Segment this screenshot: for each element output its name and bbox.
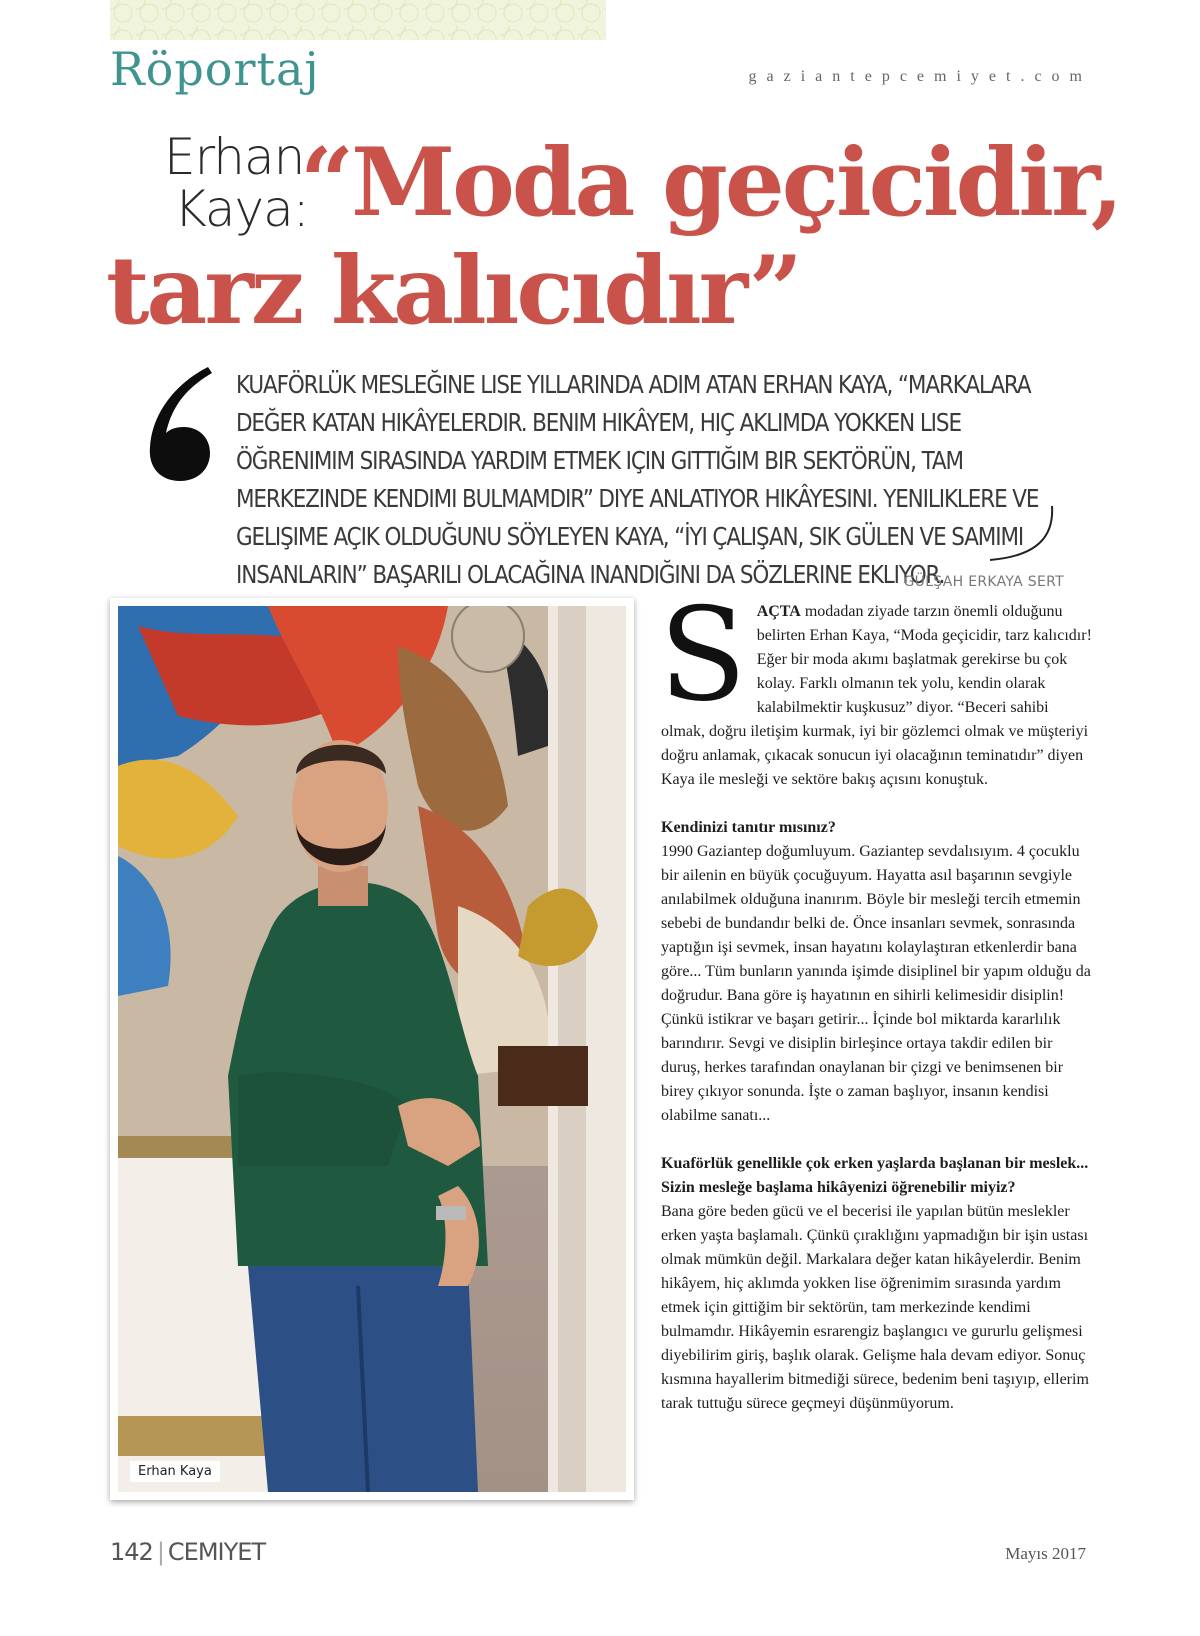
magazine-name: CEMIYET	[167, 1538, 266, 1566]
question-1: Kendinizi tanıtır mısınız?	[661, 819, 836, 836]
page-number: 142	[110, 1538, 153, 1566]
site-url[interactable]: gaziantepcemiyet.com	[748, 68, 1092, 85]
footer-separator: |	[156, 1538, 164, 1566]
portrait-illustration	[118, 606, 626, 1492]
drop-cap-letter: S	[659, 581, 747, 730]
question-2: Kuaförlük genellikle çok erken yaşlarda başlanan bir meslek... Sizin mesleğe başlama hikâyenizi öğrenebilir miyiz?	[661, 1155, 1089, 1196]
photo-caption: Erhan Kaya	[130, 1461, 220, 1482]
lead-curve-decoration	[990, 506, 1060, 562]
section-title: Röportaj	[110, 42, 320, 96]
headline-quote-line2: tarz kalıcıdır”	[106, 236, 800, 346]
headline-name-last: Kaya:	[174, 180, 309, 238]
article-intro-text: modadan ziyade tarzın önemli olduğunu belirten Erhan Kaya, “Moda geçicidir, tarz kalıcıdır! Eğer bir moda akımı başlatmak gerekirse bu çok kolay. Farklı olmanın tek yolu, kendin olarak kalabilmektir kuşkusuz” diyor. “Beceri sahibi olmak, doğru iletişim kurmak, iyi bir gözlemci olmak ve müşteriyi doğru anlamak, çıkacak sonucun iyi olacağının teminatıdır” diyen Kaya ile mesleği ve sektöre bakış açısını konuştuk.	[661, 603, 1092, 788]
header-pattern-band	[110, 0, 606, 40]
page-footer-left	[110, 1538, 265, 1566]
headline-name-first: Erhan	[164, 128, 305, 186]
headline-quote-line1: “Moda geçicidir,	[300, 128, 1121, 238]
portrait-photo	[118, 606, 626, 1492]
opening-quote-icon	[146, 365, 218, 483]
issue-date: Mayıs 2017	[1005, 1544, 1086, 1563]
portrait-photo-frame	[110, 598, 634, 1500]
author-byline: GÜLŞAH ERKAYA SERT	[903, 574, 1064, 590]
lead-paragraph: KUAFÖRLÜK MESLEĞINE LISE YILLARINDA ADIM ATAN ERHAN KAYA, “MARKALARA DEĞER KATAN HIKÂYELERDIR. BENIM HIKÂYEM, HIÇ AKLIMDA YOKKEN LISE ÖĞRENIMIM SIRASINDA YARDIM ETMEK IÇIN GITTIĞIM BIR SEKTÖRÜN, TAM MERKEZINDE KENDIMI BULMAMDIR” DIYE ANLATIYOR HIKÂYESINI. YENILIKLERE VE GELIŞIME AÇIK OLDUĞUNU SÖYLEYEN KAYA, “İYI ÇALIŞAN, SIK GÜLEN VE SAMIMI INSANLARIN” BAŞARILI OLACAĞINA INANDIĞINI DA SÖZLERINE EKLIYOR.	[236, 370, 1039, 589]
answer-1: 1990 Gaziantep doğumluyum. Gaziantep sevdalısıyım. 4 çocuklu bir ailenin en büyük çocuğuyum. Hayatta asıl başarının sevgiyle anılabilmek olduğuna inanırım. Böyle bir mesleği tercih etmemin sebebi de bundandır belki de. Önce insanları sevmek, sonrasında yaptığın işi sevmek, insan hayatını kolaylaştıran etkenlerdir bana göre... Tüm bunların yanında işimde disiplinel bir yapım olduğu da doğrudur. Bana göre iş hayatının en sihirli kelimesidir disiplin! Çünkü istikrar ve başarı getirir... İçinde bol miktarda kararlılık barındırır. Sevgi ve disiplin birleşince ortaya takdir edilen bir duruş, herkes tarafından onaylanan bir çizgi ve benimsenen bir birey çıkıyor sonunda. İşte o zaman başlıyor, insanın kendisi olabilme sanatı...	[661, 843, 1091, 1124]
answer-2: Bana göre beden gücü ve el becerisi ile yapılan bütün meslekler erken yaşta başlamalı. Çünkü çıraklığını yapmadığın bir işin ustası olmak mümkün değil. Markalara değer katan hikâyelerdir. Benim hikâyem, hiç aklımda yokken lise öğrenimim sırasında yardım etmek için gittiğim bir sektörün, tam merkezinde kendimi bulmamdır. Hikâyemin esrarengiz başlangıcı ve gururlu gelişmesi diyebilirim giriş, başlık olarak. Gelişme hala devam ediyor. Sonuç kısmına hayallerim bitmediği sürece, bedenim beni taşıyıp, ellerim tarak tuttuğu sürece geçmeyi düşünmüyorum.	[661, 1203, 1089, 1412]
article-intro-bold: AÇTA	[756, 603, 801, 620]
